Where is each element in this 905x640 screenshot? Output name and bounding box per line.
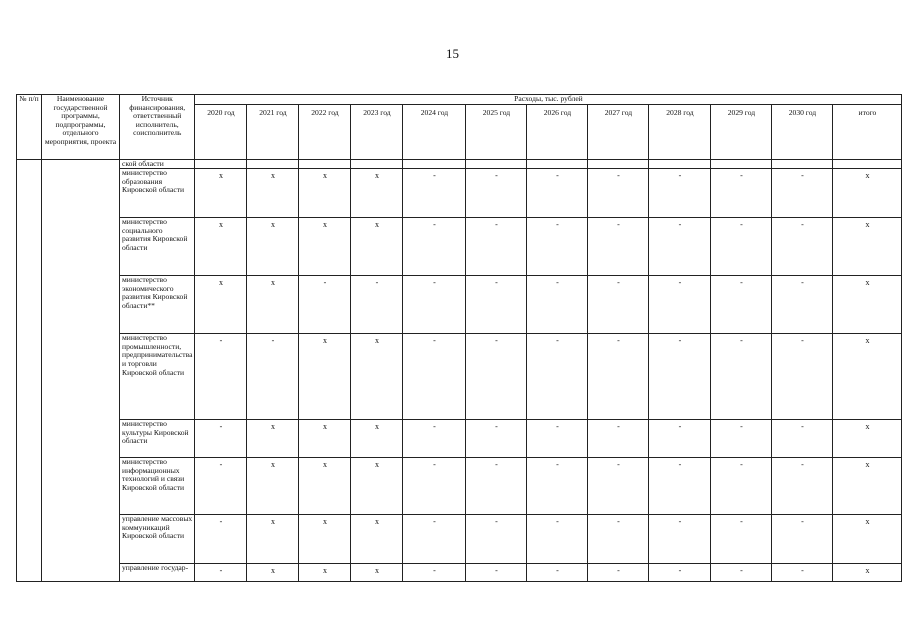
cell-value: x (833, 334, 902, 420)
cell-value: x (247, 218, 299, 276)
header-year: 2022 год (299, 104, 351, 159)
cell-value: - (403, 515, 466, 564)
cell-value: - (772, 218, 833, 276)
cell-value: - (403, 334, 466, 420)
cell-source: министерство культуры Кировской области (120, 420, 195, 458)
cell-value: x (351, 334, 403, 420)
cell-value: - (588, 564, 649, 582)
cell-value: - (711, 564, 772, 582)
cell-value: - (466, 515, 527, 564)
table-row (17, 218, 902, 276)
cell-value (588, 159, 649, 169)
table-row (17, 276, 902, 334)
cell-num (17, 159, 42, 582)
cell-value: - (403, 169, 466, 218)
cell-value: - (588, 515, 649, 564)
cell-value: x (351, 169, 403, 218)
cell-value: x (299, 334, 351, 420)
header-year: 2020 год (195, 104, 247, 159)
cell-value: - (527, 420, 588, 458)
cell-value: - (772, 420, 833, 458)
header-year: 2021 год (247, 104, 299, 159)
cell-value: - (527, 515, 588, 564)
header-year: 2026 год (527, 104, 588, 159)
cell-value: x (299, 218, 351, 276)
cell-value (299, 159, 351, 169)
cell-value: - (527, 169, 588, 218)
cell-value: - (403, 458, 466, 515)
cell-value: - (466, 420, 527, 458)
cell-value: x (247, 515, 299, 564)
cell-value: - (247, 334, 299, 420)
cell-value (772, 159, 833, 169)
cell-value: x (299, 420, 351, 458)
cell-value: x (247, 169, 299, 218)
cell-value: - (195, 515, 247, 564)
cell-value: - (466, 334, 527, 420)
cell-name (42, 159, 120, 582)
cell-value: - (649, 420, 711, 458)
cell-value: x (833, 458, 902, 515)
table-body (17, 159, 902, 582)
cell-value: x (833, 420, 902, 458)
cell-value: x (351, 515, 403, 564)
cell-value: - (403, 564, 466, 582)
cell-value: - (711, 169, 772, 218)
cell-source: министерство промышленности, предпринимательства и торговли Кировской области (120, 334, 195, 420)
cell-source: министерство экономического развития Кировской области** (120, 276, 195, 334)
cell-value: - (195, 564, 247, 582)
cell-value: - (649, 515, 711, 564)
cell-source: министерство информационных технологий и связи Кировской области (120, 458, 195, 515)
cell-value: - (711, 276, 772, 334)
cell-value: - (588, 334, 649, 420)
cell-value: - (351, 276, 403, 334)
cell-value: - (772, 515, 833, 564)
header-year: 2027 год (588, 104, 649, 159)
cell-value: - (527, 564, 588, 582)
cell-value: - (711, 334, 772, 420)
table-header (17, 95, 902, 160)
page-number: 15 (446, 46, 459, 61)
cell-value: x (195, 218, 247, 276)
cell-value: x (299, 564, 351, 582)
cell-value: - (649, 458, 711, 515)
cell-value: - (527, 458, 588, 515)
cell-value: - (588, 169, 649, 218)
cell-value: - (772, 564, 833, 582)
table-row (17, 458, 902, 515)
expenses-table (16, 94, 902, 582)
cell-value (833, 159, 902, 169)
table-row (17, 515, 902, 564)
cell-value: - (403, 420, 466, 458)
table-row (17, 159, 902, 169)
cell-value: x (247, 564, 299, 582)
header-expenses: Расходы, тыс. рублей (195, 95, 902, 105)
cell-value: x (833, 169, 902, 218)
table-row (17, 334, 902, 420)
cell-value: - (588, 420, 649, 458)
cell-value: x (351, 458, 403, 515)
header-year: 2024 год (403, 104, 466, 159)
header-year: 2030 год (772, 104, 833, 159)
cell-value: - (711, 218, 772, 276)
cell-value: - (588, 218, 649, 276)
cell-value (527, 159, 588, 169)
cell-value: - (588, 458, 649, 515)
cell-source: министерство образования Кировской области (120, 169, 195, 218)
cell-value: - (772, 458, 833, 515)
cell-value (649, 159, 711, 169)
cell-value: - (649, 276, 711, 334)
cell-value: x (299, 458, 351, 515)
cell-value: - (299, 276, 351, 334)
header-year: 2028 год (649, 104, 711, 159)
cell-value (711, 159, 772, 169)
cell-value: - (649, 564, 711, 582)
cell-value: - (527, 276, 588, 334)
cell-value: - (711, 515, 772, 564)
header-year: 2025 год (466, 104, 527, 159)
cell-value: - (466, 169, 527, 218)
cell-value: - (711, 458, 772, 515)
header-name: Наименование государственной программы, подпрограммы, отдельного мероприятия, проекта (42, 95, 120, 160)
cell-value: - (527, 218, 588, 276)
cell-value: x (195, 169, 247, 218)
cell-value: - (466, 218, 527, 276)
cell-source: министерство социального развития Кировской области (120, 218, 195, 276)
cell-value (351, 159, 403, 169)
header-num: № п/п (17, 95, 42, 160)
cell-value: x (247, 276, 299, 334)
header-year: 2023 год (351, 104, 403, 159)
cell-value: - (403, 276, 466, 334)
cell-value: - (466, 276, 527, 334)
table-row (17, 420, 902, 458)
header-year: итого (833, 104, 902, 159)
cell-value (403, 159, 466, 169)
cell-value (247, 159, 299, 169)
cell-value: x (351, 420, 403, 458)
cell-value: - (772, 334, 833, 420)
cell-value: - (403, 218, 466, 276)
cell-value: x (247, 420, 299, 458)
cell-value: - (466, 458, 527, 515)
cell-value: - (649, 169, 711, 218)
cell-source: управление массовых коммуникаций Кировской области (120, 515, 195, 564)
cell-value: - (772, 276, 833, 334)
cell-value: - (711, 420, 772, 458)
cell-value: x (299, 169, 351, 218)
cell-value: x (299, 515, 351, 564)
cell-value: x (833, 564, 902, 582)
cell-value: x (247, 458, 299, 515)
header-year: 2029 год (711, 104, 772, 159)
cell-value: x (833, 515, 902, 564)
header-source: Источник финансирования, ответственный исполнитель, соисполнитель (120, 95, 195, 160)
cell-source: ской области (120, 159, 195, 169)
cell-value (195, 159, 247, 169)
cell-value: - (195, 420, 247, 458)
cell-value: x (351, 218, 403, 276)
cell-value: - (466, 564, 527, 582)
cell-value: - (195, 458, 247, 515)
cell-value: x (195, 276, 247, 334)
table-row (17, 564, 902, 582)
cell-value: x (351, 564, 403, 582)
cell-value (466, 159, 527, 169)
cell-value: x (833, 218, 902, 276)
cell-source: управление государ- (120, 564, 195, 582)
cell-value: - (772, 169, 833, 218)
cell-value: - (649, 218, 711, 276)
cell-value: - (649, 334, 711, 420)
cell-value: - (527, 334, 588, 420)
cell-value: - (588, 276, 649, 334)
table-row (17, 169, 902, 218)
cell-value: x (833, 276, 902, 334)
cell-value: - (195, 334, 247, 420)
